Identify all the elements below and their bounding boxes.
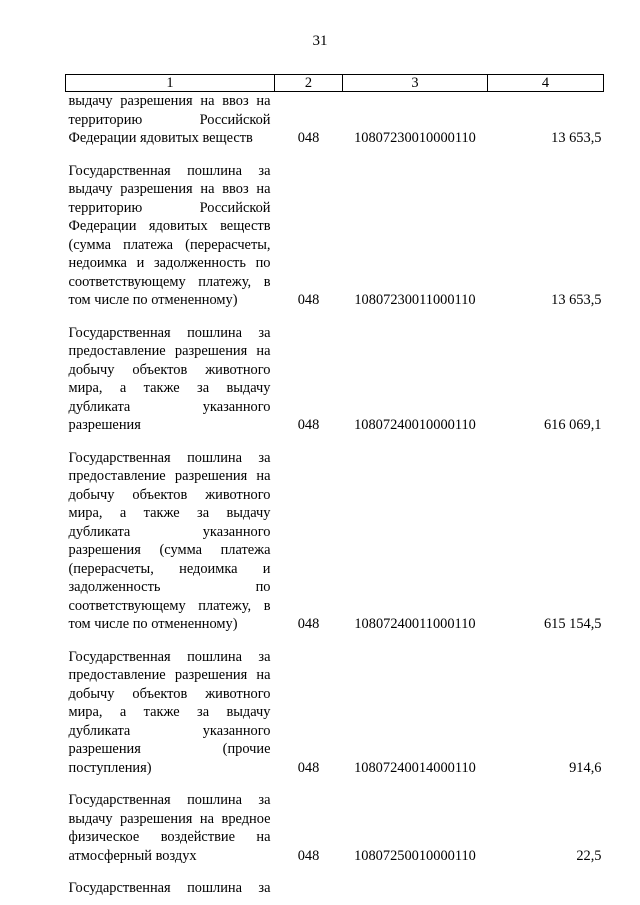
revenue-name: Государственная пошлина за выдачу разрешения на ввоз на территорию Российской Федерации ядовитых веществ (сумма платежа (перерасчеты, недоимка и задолженность по соответствующему платежу, в том числе по отмененному): [68, 162, 271, 308]
budget-classification-code: 10807240010000110: [354, 417, 476, 433]
table-header: [66, 75, 604, 92]
amount: 22,5: [576, 847, 602, 864]
table-row: [66, 92, 604, 162]
budget-classification-code: 10807230011000110: [354, 292, 476, 308]
revenue-table: [65, 74, 604, 898]
revenue-name: Государственная пошлина за: [68, 880, 271, 896]
budget-classification-code: 10807230010000110: [354, 130, 476, 146]
amount: 615 154,5: [543, 616, 602, 632]
amount: 616 069,1: [543, 417, 602, 433]
column-header-4: 4: [488, 75, 604, 92]
table-row-continued: [66, 879, 604, 898]
column-header-1: 1: [66, 75, 275, 92]
admin-code: 048: [297, 847, 320, 864]
table-row: [66, 648, 604, 792]
table-row: [66, 324, 604, 449]
revenue-name: Государственная пошлина за предоставление разрешения на добычу объектов животного мира, а также за выдачу дубликата указанного разрешения (прочие поступления): [68, 648, 271, 776]
amount: 914,6: [569, 759, 602, 776]
admin-code: 048: [297, 759, 320, 776]
admin-code: 048: [297, 417, 320, 433]
table-row: [66, 449, 604, 648]
budget-classification-code: 10807250010000110: [354, 847, 476, 864]
budget-classification-code: 10807240011000110: [354, 616, 476, 632]
page-number: 31: [312, 33, 328, 49]
admin-code: 048: [297, 292, 320, 308]
admin-code: 048: [297, 616, 320, 632]
table-row: [66, 162, 604, 324]
revenue-name: выдачу разрешения на ввоз на территорию Российской Федерации ядовитых веществ: [68, 93, 271, 146]
table-row: [66, 791, 604, 879]
admin-code: 048: [297, 130, 320, 146]
column-header-3: 3: [343, 75, 488, 92]
column-header-2: 2: [275, 75, 343, 92]
revenue-name: Государственная пошлина за предоставление разрешения на добычу объектов животного мира, а также за выдачу дубликата указанного разрешения: [68, 324, 271, 433]
amount: 13 653,5: [551, 292, 602, 308]
revenue-name: Государственная пошлина за выдачу разрешения на вредное физическое воздействие на атмосферный воздух: [68, 792, 271, 864]
revenue-name: Государственная пошлина за предоставление разрешения на добычу объектов животного мира, а также за выдачу дубликата указанного разрешения (сумма платежа (перерасчеты, недоимка и задолженность по соответствующему платежу, в том числе по отмененному): [68, 449, 271, 632]
budget-classification-code: 10807240014000110: [354, 759, 476, 776]
amount: 13 653,5: [551, 130, 602, 146]
